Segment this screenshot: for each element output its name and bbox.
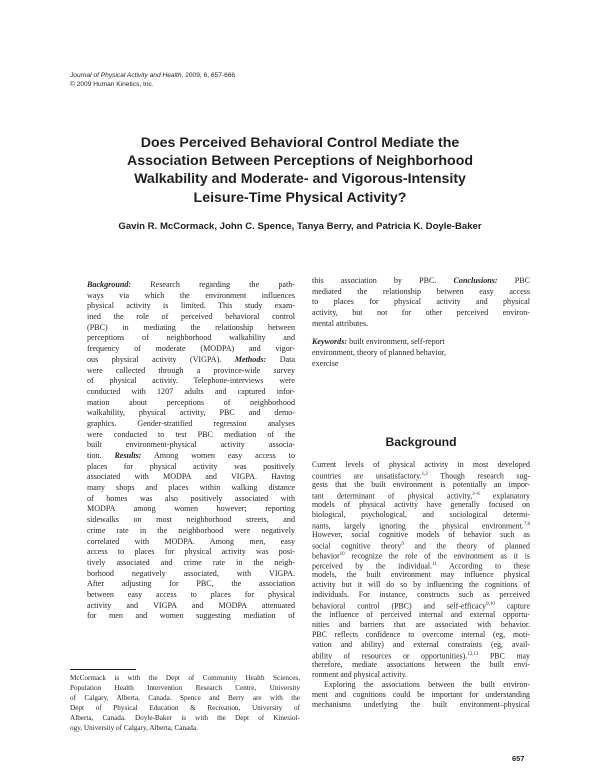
abstract-text: ways via which the environment influences — [87, 290, 295, 300]
body-text-run: recognize the role of the environment as it is — [344, 551, 530, 561]
body-text-run: PBC reflects confidence to overcome internal (eg, moti- — [312, 630, 530, 639]
title-line: Leisure-Time Physical Activity? — [193, 189, 407, 206]
body-line — [312, 700, 530, 710]
body-text-run: Current levels of physical activity in most developed — [312, 460, 530, 469]
article-title — [60, 134, 540, 207]
abstract-line — [87, 344, 295, 355]
abstract-text: places for physical activity was positively — [87, 461, 295, 471]
body-line — [312, 610, 530, 620]
abstract-line — [87, 504, 295, 515]
section-heading: Background — [385, 435, 457, 449]
footnote-line — [70, 713, 300, 723]
abstract-line — [87, 366, 295, 377]
abstract-text: frequency of moderate (MODPA) and vigor- — [87, 344, 295, 354]
journal-name: Journal of Physical Activity and Health — [70, 72, 182, 79]
abstract-text: (PBC) in mediating the relationship between — [87, 322, 295, 332]
abstract-text: physical activity is limited. This study exam- — [87, 301, 295, 311]
abstract-text: to places for physical activity and physical — [312, 297, 530, 307]
citation-superscript: 11 — [432, 562, 437, 567]
body-line — [312, 460, 530, 470]
footnote-text: of Calgary, Alberta, Canada. Spence and Berry are with the — [70, 694, 300, 702]
body-line — [312, 520, 530, 530]
footnote-text: Population Health Intervention Research Centre, University — [70, 684, 300, 692]
abstract-line — [312, 276, 530, 287]
body-text-run: and the theory of planned — [403, 541, 531, 551]
body-line — [312, 590, 530, 600]
abstract-line — [87, 451, 295, 462]
abstract-text: MODPA among women however; reporting — [87, 504, 295, 514]
body-text-run: Though research sug- — [427, 471, 530, 481]
body-line — [312, 530, 530, 540]
keywords-line — [312, 348, 530, 359]
citation-superscript: 3–6 — [472, 492, 480, 497]
abstract-text: ous physical activity (VIGPA). — [87, 354, 235, 364]
keywords-text: environment, theory of planned behavior, — [312, 348, 447, 358]
body-text-run: social cognitive theory — [312, 541, 402, 551]
citation-superscript: 1,2 — [421, 472, 428, 477]
abstract-text: associated with MODPA and VIGPA. Having — [87, 472, 295, 482]
abstract-left-column — [87, 280, 295, 622]
body-text-run: tant determinant of physical activity, — [312, 491, 473, 501]
title-line: Walkability and Moderate- and Vigorous-Intensity — [134, 171, 466, 188]
keywords-text: exercise — [312, 358, 339, 368]
abstract-text: built environment-physical activity associa- — [87, 440, 295, 450]
author-list: Gavin R. McCormack, John C. Spence, Tanya Berry, and Patricia K. Doyle-Baker — [118, 221, 482, 232]
body-line — [312, 600, 530, 610]
abstract-line — [87, 312, 295, 323]
abstract-text: activity, but not for other perceived environ- — [312, 308, 530, 318]
body-line — [312, 550, 530, 560]
abstract-line — [87, 398, 295, 409]
footnote-line — [70, 673, 300, 683]
body-line — [312, 680, 530, 690]
abstract-line — [87, 376, 295, 387]
abstract-line — [312, 319, 530, 330]
body-text-run: PBC may — [478, 651, 530, 661]
body-line — [312, 490, 530, 500]
body-text-run: models, the built environment may influence physical — [312, 570, 530, 579]
abstract-text: conducted with 1207 adults and captured infor- — [87, 386, 295, 396]
body-text-run: therefore, mediate associations between the built envi- — [312, 660, 530, 669]
abstract-line — [87, 430, 295, 441]
abstract-text: mental attributes. — [312, 318, 369, 328]
body-line — [312, 510, 530, 520]
body-text-run: ability of resources or opportunities). — [312, 651, 468, 661]
abstract-text: Among women easy access to — [141, 451, 296, 460]
body-line — [312, 650, 530, 660]
keywords-label: Keywords: — [312, 337, 348, 347]
body-text-run: biological, psychological, and sociological determi- — [312, 510, 530, 519]
abstract-text: between easy access to places for physical — [87, 589, 295, 599]
body-text-run: behavior — [312, 551, 340, 561]
footnote-line — [70, 693, 300, 703]
abstract-text: mation about perceptions of neighborhood — [87, 397, 295, 407]
abstract-line — [87, 611, 295, 622]
abstract-line — [87, 472, 295, 483]
journal-citation — [70, 71, 235, 89]
citation-superscript: 9,10 — [486, 602, 495, 607]
copyright-line: © 2009 Human Kinetics, Inc. — [70, 81, 154, 88]
abstract-line — [87, 387, 295, 398]
body-line — [312, 580, 530, 590]
body-text-run: activity but it will do so by influencing the cognitions of — [312, 580, 530, 589]
body-line — [312, 630, 530, 640]
abstract-text: walkability, physical activity, PBC and demo- — [87, 408, 295, 418]
footnote-divider — [70, 669, 136, 670]
results-label: Results: — [114, 451, 142, 460]
abstract-text: correlated with MODPA. Among men, easy — [87, 536, 295, 546]
abstract-line — [87, 601, 295, 612]
keywords-line — [312, 337, 530, 348]
body-line — [312, 570, 530, 580]
body-text-run: explanatory — [479, 491, 531, 501]
footnote-text: Alberta, Canada. Doyle-Baker is with the Dept of Kinesiol- — [70, 714, 300, 722]
body-line — [312, 500, 530, 510]
abstract-text: many shops and places within walking distance — [87, 483, 295, 493]
body-text-run: Exploring the associations between the built environ- — [324, 680, 530, 689]
abstract-text: ined the role of perceived behavioral control — [87, 312, 295, 322]
abstract-text: of homes was also positively associated with — [87, 493, 295, 503]
abstract-line — [87, 579, 295, 590]
body-text-run: perceived by the individual. — [312, 561, 433, 571]
abstract-line — [87, 483, 295, 494]
page-number: 657 — [512, 754, 525, 763]
abstract-text: PBC — [497, 276, 530, 285]
abstract-text: this association by PBC. — [312, 276, 454, 285]
conclusions-label: Conclusions: — [453, 276, 498, 285]
abstract-line — [87, 291, 295, 302]
abstract-text: borhood negatively associated, with VIGPA. — [87, 568, 295, 578]
body-text-run: nants, largely ignoring the physical environment. — [312, 521, 524, 531]
body-text-run: mechanisms underlying the built environment–physical — [312, 700, 530, 709]
body-text-run: behavioral control (PBC) and self-efficacy — [312, 601, 487, 611]
citation-superscript: 7,8 — [523, 522, 530, 527]
abstract-text: were collected through a province-wide survey — [87, 365, 295, 375]
abstract-line — [87, 323, 295, 334]
body-text-run: vation and ability) and external constraints (eg, avail- — [312, 640, 530, 649]
abstract-line — [87, 462, 295, 473]
body-line — [312, 480, 530, 490]
abstract-line — [87, 547, 295, 558]
body-text-run: models of physical activity have generally focused on — [312, 500, 530, 509]
abstract-text: of physical activity. Telephone-interviews were — [87, 376, 295, 386]
footnote-text: ogy, University of Calgary, Alberta, Canada. — [70, 724, 198, 732]
body-text-run: According to these — [436, 561, 530, 571]
body-line — [312, 670, 530, 680]
citation-superscript: 12,13 — [467, 652, 479, 657]
body-line — [312, 690, 530, 700]
title-line: Association Between Perceptions of Neighborhood — [126, 153, 474, 170]
body-line — [312, 540, 530, 550]
citation-superscript: 9 — [401, 542, 404, 547]
keywords-line — [312, 359, 530, 370]
keywords-text: built environment, self-report — [347, 337, 445, 347]
abstract-text: were conducted to test PBC mediation of the — [87, 429, 295, 439]
abstract-text: mediated the relationship between easy access — [312, 286, 530, 296]
body-line — [312, 640, 530, 650]
footnote-line — [70, 683, 300, 693]
abstract-label: Background: — [87, 280, 132, 289]
body-line — [312, 560, 530, 570]
abstract-text: for men and women suggesting mediation of — [87, 611, 295, 621]
body-line — [312, 620, 530, 630]
abstract-line — [87, 355, 295, 366]
methods-label: Methods: — [234, 354, 267, 364]
abstract-line — [87, 408, 295, 419]
journal-volume: , 2009, 6, 657-666 — [181, 72, 236, 79]
abstract-line — [87, 280, 295, 291]
abstract-text: access to places for physical activity was posi- — [87, 547, 295, 557]
body-text — [312, 460, 530, 710]
abstract-text: Research regarding the path- — [131, 280, 295, 289]
abstract-right-column — [312, 276, 530, 370]
abstract-line — [312, 287, 530, 298]
abstract-line — [87, 526, 295, 537]
abstract-text: tively associated and crime rate in the neigh- — [87, 557, 295, 567]
abstract-text: perceptions of neighborhood walkability and — [87, 333, 295, 343]
body-text-run: However, social cognitive models of behavior such as — [312, 530, 530, 539]
abstract-line — [87, 419, 295, 430]
footnote-text: McCormack is with the Dept of Community Health Sciences, — [70, 674, 300, 682]
abstract-line — [87, 569, 295, 580]
body-line — [312, 660, 530, 670]
author-affiliation-footnote — [70, 673, 300, 733]
abstract-text: Data — [266, 354, 295, 364]
abstract-text: sidewalks on most neighborhood streets, and — [87, 515, 295, 525]
body-text-run: nities and barriers that are associated with behavior. — [312, 620, 530, 629]
abstract-line — [87, 515, 295, 526]
abstract-line — [87, 537, 295, 548]
abstract-text: After adjusting for PBC, the association — [87, 579, 295, 589]
body-text-run: capture — [494, 601, 530, 611]
body-text-run: individuals. For instance, constructs such as perceived — [312, 590, 530, 599]
body-text-run: the influence of perceived internal and external opportu- — [312, 610, 530, 619]
abstract-line — [87, 301, 295, 312]
body-text-run: countries are unsatisfactory. — [312, 471, 422, 481]
abstract-text: tion. — [87, 451, 115, 460]
body-text-run: ment and cognitions could be important for understanding — [312, 690, 530, 699]
keyword-spacer — [312, 329, 530, 337]
abstract-line — [312, 308, 530, 319]
body-text-run: ronment and physical activity. — [312, 670, 408, 679]
abstract-line — [312, 297, 530, 308]
abstract-text: graphics. Gender-stratified regression analyses — [87, 418, 295, 428]
body-line — [312, 470, 530, 480]
footnote-text: Dept of Physical Education & Recreation, University of — [70, 704, 300, 712]
abstract-text: crime rate in the neighborhood were negatively — [87, 525, 295, 535]
abstract-line — [87, 590, 295, 601]
title-line: Does Perceived Behavioral Control Mediate the — [140, 135, 460, 151]
abstract-line — [87, 440, 295, 451]
abstract-line — [87, 333, 295, 344]
body-text-run: gests that the built environment is potentially an impor- — [312, 480, 530, 489]
citation-superscript: 10 — [339, 552, 345, 557]
footnote-line — [70, 723, 300, 733]
footnote-line — [70, 703, 300, 713]
abstract-text: activity and VIGPA and MODPA attenuated — [87, 600, 295, 610]
abstract-line — [87, 494, 295, 505]
abstract-line — [87, 558, 295, 569]
